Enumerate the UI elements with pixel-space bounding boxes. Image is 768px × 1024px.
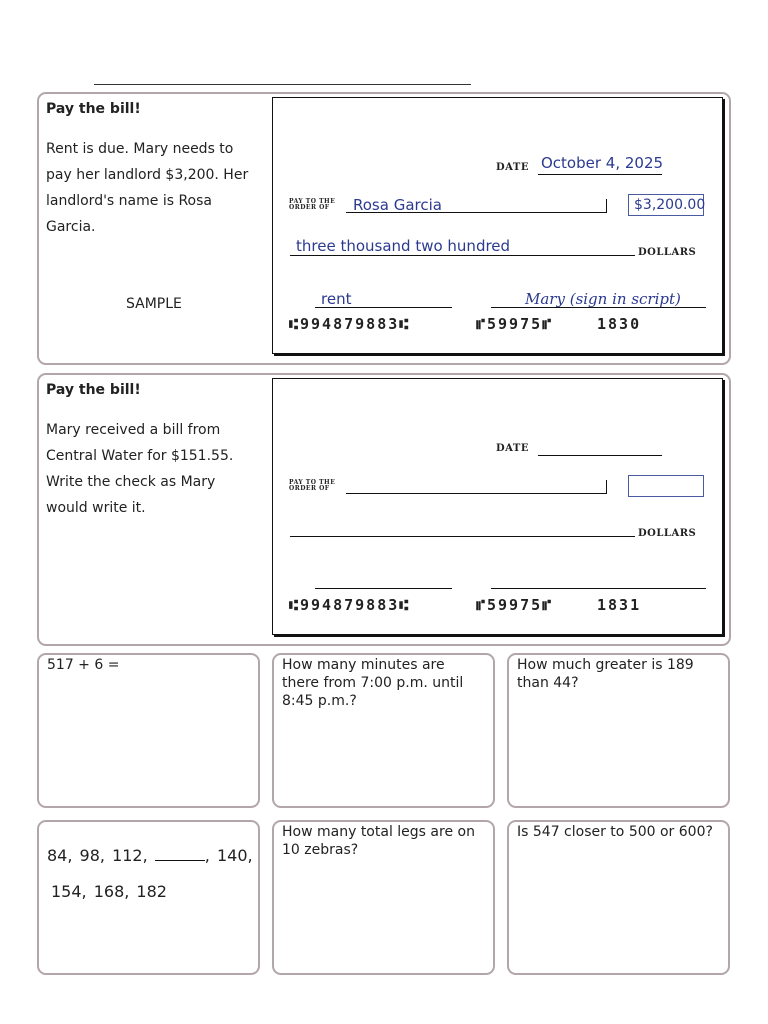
question-box-addition[interactable]: [37, 653, 260, 808]
dollars-label: DOLLARS: [638, 247, 697, 258]
date-field[interactable]: [538, 455, 662, 456]
panel-title: Pay the bill!: [46, 101, 141, 117]
name-line[interactable]: [94, 84, 471, 85]
check-sample: [272, 97, 723, 354]
memo-field[interactable]: [315, 588, 452, 589]
payto-label: [289, 480, 335, 492]
check-number: 1831: [597, 596, 642, 614]
question-box-rounding[interactable]: [507, 820, 730, 975]
question-text: How many total legs are on 10 zebras?: [282, 824, 475, 858]
signature-field[interactable]: [491, 588, 706, 589]
micr-routing: ⑆994879883⑆: [289, 315, 411, 333]
sequence-part-2: , 140,: [204, 846, 253, 865]
payto-label-line-1: PAY TO THE: [289, 198, 336, 205]
number-sequence: [47, 838, 253, 910]
date-label: DATE: [496, 162, 529, 173]
payee-value: Rosa Garcia: [353, 196, 442, 214]
check-blank: [272, 378, 723, 635]
question-box-minutes[interactable]: [272, 653, 495, 808]
question-box-greater[interactable]: [507, 653, 730, 808]
dollars-label: DOLLARS: [638, 528, 697, 539]
sequence-blank[interactable]: [155, 846, 205, 861]
date-value: October 4, 2025: [541, 154, 664, 172]
payee-line-end: [606, 199, 607, 213]
micr-routing: ⑆994879883⑆: [289, 596, 411, 614]
payto-label-line-2: ORDER OF: [289, 485, 330, 492]
micr-account: ⑈59975⑈: [476, 315, 554, 333]
micr-account: ⑈59975⑈: [476, 596, 554, 614]
question-box-legs[interactable]: [272, 820, 495, 975]
sequence-part-1: 84, 98, 112,: [47, 846, 148, 865]
question-text: How many minutes are there from 7:00 p.m. until 8:45 p.m.?: [282, 657, 464, 709]
question-text: How much greater is 189 than 44?: [517, 657, 694, 691]
amount-words-field[interactable]: [290, 536, 635, 537]
payee-field[interactable]: [346, 493, 606, 494]
amount-value: $3,200.00: [634, 197, 706, 213]
signature-value: Mary (sign in script): [525, 290, 681, 308]
panel-sample-check: [37, 92, 731, 365]
payto-label: [289, 199, 335, 211]
date-line: [538, 174, 662, 175]
question-box-sequence[interactable]: [37, 820, 260, 975]
question-text: Is 547 closer to 500 or 600?: [517, 824, 713, 840]
payee-line-end: [606, 480, 607, 494]
date-label: DATE: [496, 443, 529, 454]
panel-instructions: [46, 100, 261, 240]
panel-prompt: Mary received a bill from Central Water for $151.55. Write the check as Mary would write it.: [46, 422, 234, 516]
panel-prompt: Rent is due. Mary needs to pay her landlord $3,200. Her landlord's name is Rosa Garcia.: [46, 141, 249, 235]
memo-value: rent: [321, 290, 352, 308]
payto-label-line-2: ORDER OF: [289, 204, 330, 211]
sequence-line-2: 154, 168, 182: [51, 882, 167, 901]
sample-label: SAMPLE: [126, 296, 182, 312]
panel-title: Pay the bill!: [46, 382, 141, 398]
question-text: 517 + 6 =: [47, 657, 120, 673]
panel-practice-check: [37, 373, 731, 646]
amount-words-line: [290, 255, 635, 256]
payto-label-line-1: PAY TO THE: [289, 479, 336, 486]
amount-field[interactable]: [628, 475, 704, 497]
check-number: 1830: [597, 315, 642, 333]
panel-instructions: [46, 381, 261, 521]
amount-words-value: three thousand two hundred: [296, 237, 511, 255]
